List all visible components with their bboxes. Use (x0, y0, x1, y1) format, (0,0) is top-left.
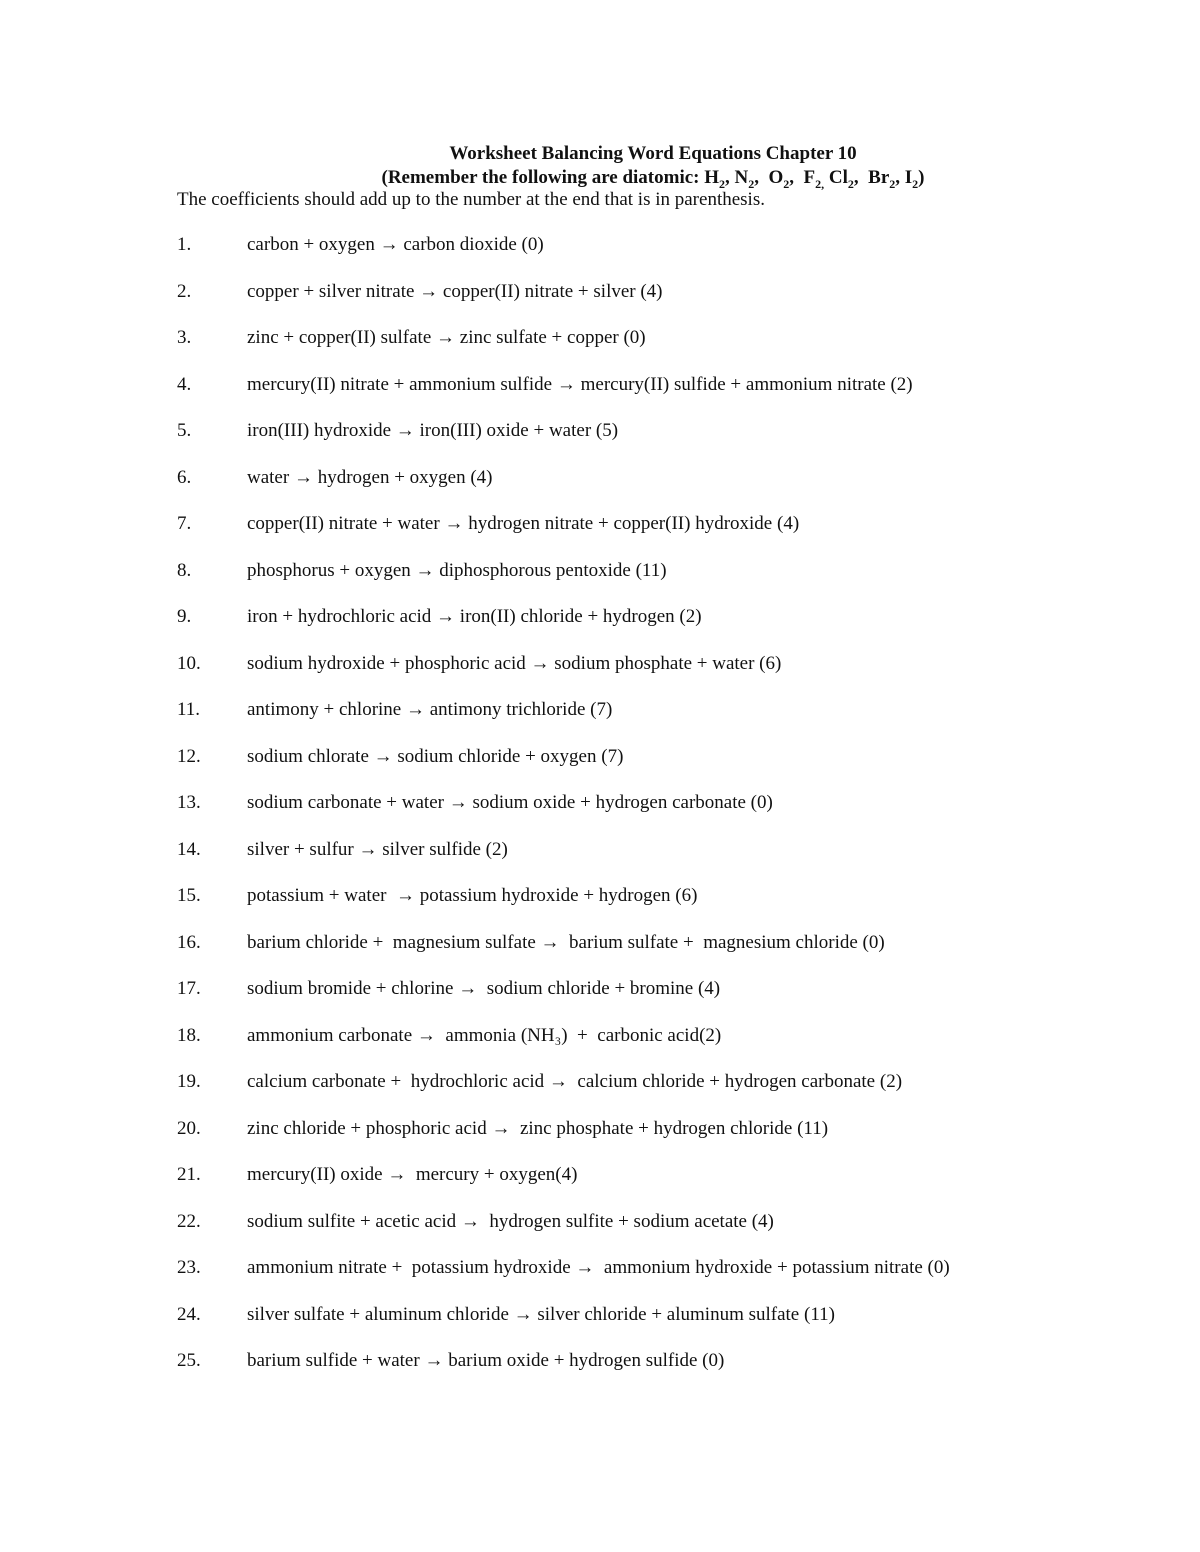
equation-text: zinc + copper(II) sulfate → zinc sulfate + copper (0) (247, 327, 646, 348)
equation-item (177, 280, 1137, 327)
diatomic-symbol: N (734, 167, 749, 188)
equation-text: water → hydrogen + oxygen (4) (247, 466, 493, 488)
equation-number: 1. (177, 234, 192, 255)
diatomic-symbol: O (768, 167, 784, 188)
diatomic-symbol: H (704, 167, 720, 188)
diatomic-subscript: 2 (912, 176, 919, 191)
diatomic-subscript: 2 (889, 176, 896, 191)
equation-item (177, 931, 1137, 978)
equation-number: 9. (177, 606, 192, 627)
equation-number: 7. (177, 513, 192, 534)
equation-text: ammonium carbonate → ammonia (NH₃) + carbonic acid(2) (247, 1024, 722, 1046)
equation-text: sodium hydroxide + phosphoric acid → sodium phosphate + water (6) (247, 652, 782, 674)
equation-number: 6. (177, 466, 192, 488)
diatomic-separator: , (754, 167, 769, 188)
equation-number: 17. (177, 978, 201, 999)
diatomic-symbol: Br (868, 167, 890, 188)
equation-text: carbon + oxygen → carbon dioxide (0) (247, 234, 544, 255)
equation-number: 15. (177, 885, 201, 906)
equation-item (177, 745, 1137, 792)
equation-text: barium chloride + magnesium sulfate → barium sulfate + magnesium chloride (0) (247, 931, 885, 953)
equation-number: 22. (177, 1210, 201, 1232)
equation-number: 21. (177, 1164, 201, 1185)
equation-number: 13. (177, 792, 201, 813)
equation-item (177, 1210, 1137, 1257)
equation-text: antimony + chlorine → antimony trichloride (7) (247, 699, 613, 720)
diatomic-subscript: 2 (748, 176, 755, 191)
diatomic-reminder-suffix: ) (918, 167, 925, 188)
equation-item (177, 559, 1137, 606)
equation-list (177, 233, 1137, 1396)
diatomic-separator: , (725, 167, 735, 188)
instructions: The coefficients should add up to the number at the end that is in parenthesis. (177, 189, 765, 210)
diatomic-list (704, 167, 919, 191)
equation-number: 20. (177, 1117, 201, 1139)
equation-text: ammonium nitrate + potassium hydroxide → ammonium hydroxide + potassium nitrate (0) (247, 1257, 950, 1278)
equation-item (177, 326, 1137, 373)
equation-item (177, 1024, 1137, 1071)
equation-text: sodium bromide + chlorine → sodium chloride + bromine (4) (247, 978, 721, 999)
equation-number: 18. (177, 1024, 201, 1046)
diatomic-subscript: 2 (719, 176, 726, 191)
equation-text: sodium carbonate + water → sodium oxide + hydrogen carbonate (0) (247, 792, 773, 813)
equation-item (177, 605, 1137, 652)
equation-text: sodium chlorate → sodium chloride + oxygen (7) (247, 745, 624, 767)
equation-item (177, 838, 1137, 885)
diatomic-subscript: 2 (783, 176, 790, 191)
equation-number: 11. (177, 699, 201, 720)
equation-item (177, 1349, 1137, 1396)
diatomic-symbol: Cl (828, 167, 848, 188)
diatomic-symbol: F (803, 167, 816, 188)
equation-text: phosphorus + oxygen → diphosphorous pentoxide (11) (247, 559, 667, 581)
equation-item (177, 977, 1137, 1024)
equation-text: mercury(II) oxide → mercury + oxygen(4) (247, 1164, 578, 1185)
diatomic-reminder-prefix: (Remember the following are diatomic: (381, 167, 705, 188)
equation-number: 23. (177, 1257, 201, 1278)
equation-text: copper(II) nitrate + water → hydrogen nitrate + copper(II) hydroxide (4) (247, 513, 800, 534)
diatomic-reminder (0, 166, 1200, 190)
equation-item (177, 652, 1137, 699)
equation-text: sodium sulfite + acetic acid → hydrogen sulfite + sodium acetate (4) (247, 1210, 774, 1232)
equation-item (177, 373, 1137, 420)
equation-item (177, 419, 1137, 466)
equation-item (177, 1256, 1137, 1303)
equation-item (177, 466, 1137, 513)
equation-item (177, 1303, 1137, 1350)
equation-text: barium sulfide + water → barium oxide + hydrogen sulfide (0) (247, 1350, 725, 1371)
equation-item (177, 233, 1137, 280)
equation-number: 8. (177, 559, 192, 581)
equation-number: 19. (177, 1071, 201, 1092)
equation-text: copper + silver nitrate → copper(II) nitrate + silver (4) (247, 280, 663, 302)
diatomic-symbol: I (904, 167, 913, 188)
diatomic-separator: , (789, 167, 804, 188)
equation-text: iron + hydrochloric acid → iron(II) chloride + hydrogen (2) (247, 606, 702, 627)
equation-item (177, 1070, 1137, 1117)
equation-number: 5. (177, 420, 192, 441)
equation-number: 10. (177, 652, 201, 674)
equation-item (177, 791, 1137, 838)
equation-text: calcium carbonate + hydrochloric acid → calcium chloride + hydrogen carbonate (2) (247, 1071, 903, 1092)
equation-number: 3. (177, 327, 192, 348)
diatomic-subscript: 2 (847, 176, 854, 191)
diatomic-separator: , (853, 167, 869, 188)
equation-number: 14. (177, 838, 201, 860)
equation-text: mercury(II) nitrate + ammonium sulfide → mercury(II) sulfide + ammonium nitrate (2) (247, 373, 913, 395)
equation-text: silver sulfate + aluminum chloride → silver chloride + aluminum sulfate (11) (247, 1303, 835, 1325)
equation-text: iron(III) hydroxide → iron(III) oxide + water (5) (247, 420, 619, 441)
equation-number: 25. (177, 1350, 201, 1371)
equation-text: silver + sulfur → silver sulfide (2) (247, 838, 508, 860)
equation-number: 12. (177, 745, 201, 767)
diatomic-subscript: 2, (815, 176, 825, 191)
equation-item (177, 512, 1137, 559)
equation-number: 16. (177, 931, 201, 953)
equation-number: 4. (177, 373, 192, 395)
equation-item (177, 1117, 1137, 1164)
diatomic-separator: , (895, 167, 905, 188)
equation-item (177, 1163, 1137, 1210)
equation-text: potassium + water → potassium hydroxide + hydrogen (6) (247, 885, 698, 906)
equation-item (177, 884, 1137, 931)
equation-number: 24. (177, 1303, 201, 1325)
equation-text: zinc chloride + phosphoric acid → zinc phosphate + hydrogen chloride (11) (247, 1117, 829, 1139)
page-title: Worksheet Balancing Word Equations Chapter 10 (449, 143, 857, 164)
equation-item (177, 698, 1137, 745)
equation-number: 2. (177, 280, 192, 302)
